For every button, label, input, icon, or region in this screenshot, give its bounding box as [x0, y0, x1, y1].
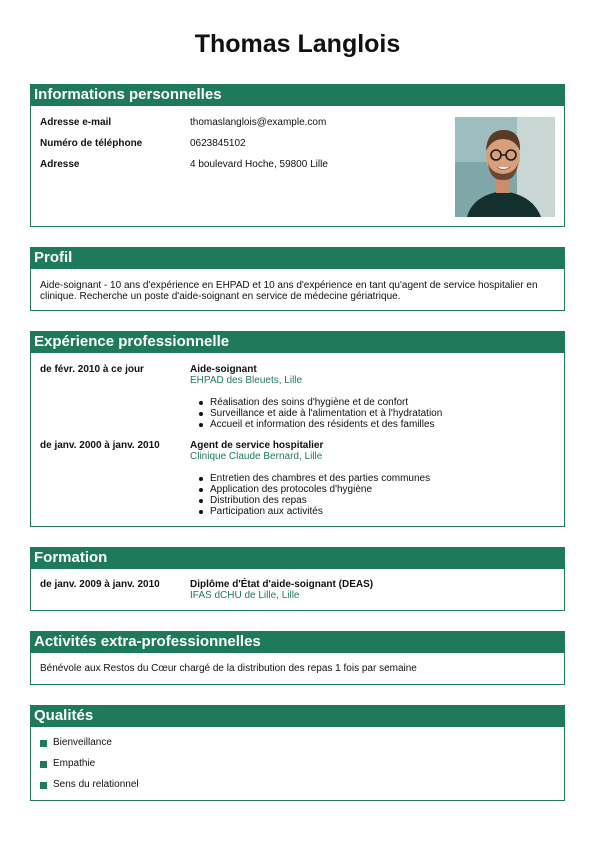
experience-task: Réalisation des soins d'hygiène et de confort	[190, 397, 442, 408]
section-activities	[30, 631, 565, 685]
section-title-activities: Activités extra-professionnelles	[30, 631, 565, 653]
section-education	[30, 547, 565, 611]
quality-item: Bienveillance	[53, 737, 112, 748]
experience-dates: de janv. 2000 à janv. 2010	[40, 440, 160, 451]
experience-task: Accueil et information des résidents et des familles	[190, 419, 442, 430]
bullet-square-icon	[40, 782, 47, 789]
section-title-education: Formation	[30, 547, 565, 569]
section-title-experience: Expérience professionnelle	[30, 331, 565, 353]
experience-role: Aide-soignant	[190, 364, 257, 375]
experience-task: Participation aux activités	[190, 506, 430, 517]
phone-label: Numéro de téléphone	[40, 138, 143, 149]
section-experience	[30, 331, 565, 527]
experience-task: Entretien des chambres et des parties communes	[190, 473, 430, 484]
profile-text: Aide-soignant - 10 ans d'expérience en EHPAD et 10 ans d'expérience en tant qu'agent de service hospitalier en clinique. Recherche un poste d'aide-soignant en service de médecine gériatrique.	[40, 280, 538, 302]
experience-dates: de févr. 2010 à ce jour	[40, 364, 144, 375]
address-value: 4 boulevard Hoche, 59800 Lille	[190, 159, 328, 170]
experience-task: Distribution des repas	[190, 495, 430, 506]
email-label: Adresse e-mail	[40, 117, 112, 128]
education-school: IFAS dCHU de Lille, Lille	[190, 590, 300, 601]
section-profile	[30, 247, 565, 311]
activities-text: Bénévole aux Restos du Cœur chargé de la distribution des repas 1 fois par semaine	[40, 663, 417, 674]
candidate-name: Thomas Langlois	[194, 30, 401, 58]
experience-task-list	[190, 473, 430, 517]
section-title-profile: Profil	[30, 247, 565, 269]
experience-task: Application des protocoles d'hygiène	[190, 484, 430, 495]
experience-task-list	[190, 397, 442, 430]
experience-place: EHPAD des Bleuets, Lille	[190, 375, 303, 386]
email-value: thomaslanglois@example.com	[190, 117, 327, 128]
experience-place: Clinique Claude Bernard, Lille	[190, 451, 323, 462]
section-title-qualities: Qualités	[30, 705, 565, 727]
quality-item: Empathie	[53, 758, 96, 769]
bullet-square-icon	[40, 761, 47, 768]
section-personal-info	[30, 84, 565, 227]
section-title-personal: Informations personnelles	[30, 84, 565, 106]
experience-task: Surveillance et aide à l'alimentation et à l'hydratation	[190, 408, 442, 419]
quality-item: Sens du relationnel	[53, 779, 139, 790]
experience-role: Agent de service hospitalier	[190, 440, 324, 451]
address-label: Adresse	[40, 159, 80, 170]
bullet-square-icon	[40, 740, 47, 747]
profile-photo	[455, 117, 555, 217]
section-qualities	[30, 705, 565, 801]
education-degree: Diplôme d'État d'aide-soignant (DEAS)	[190, 579, 374, 590]
education-dates: de janv. 2009 à janv. 2010	[40, 579, 160, 590]
phone-value: 0623845102	[190, 138, 246, 149]
